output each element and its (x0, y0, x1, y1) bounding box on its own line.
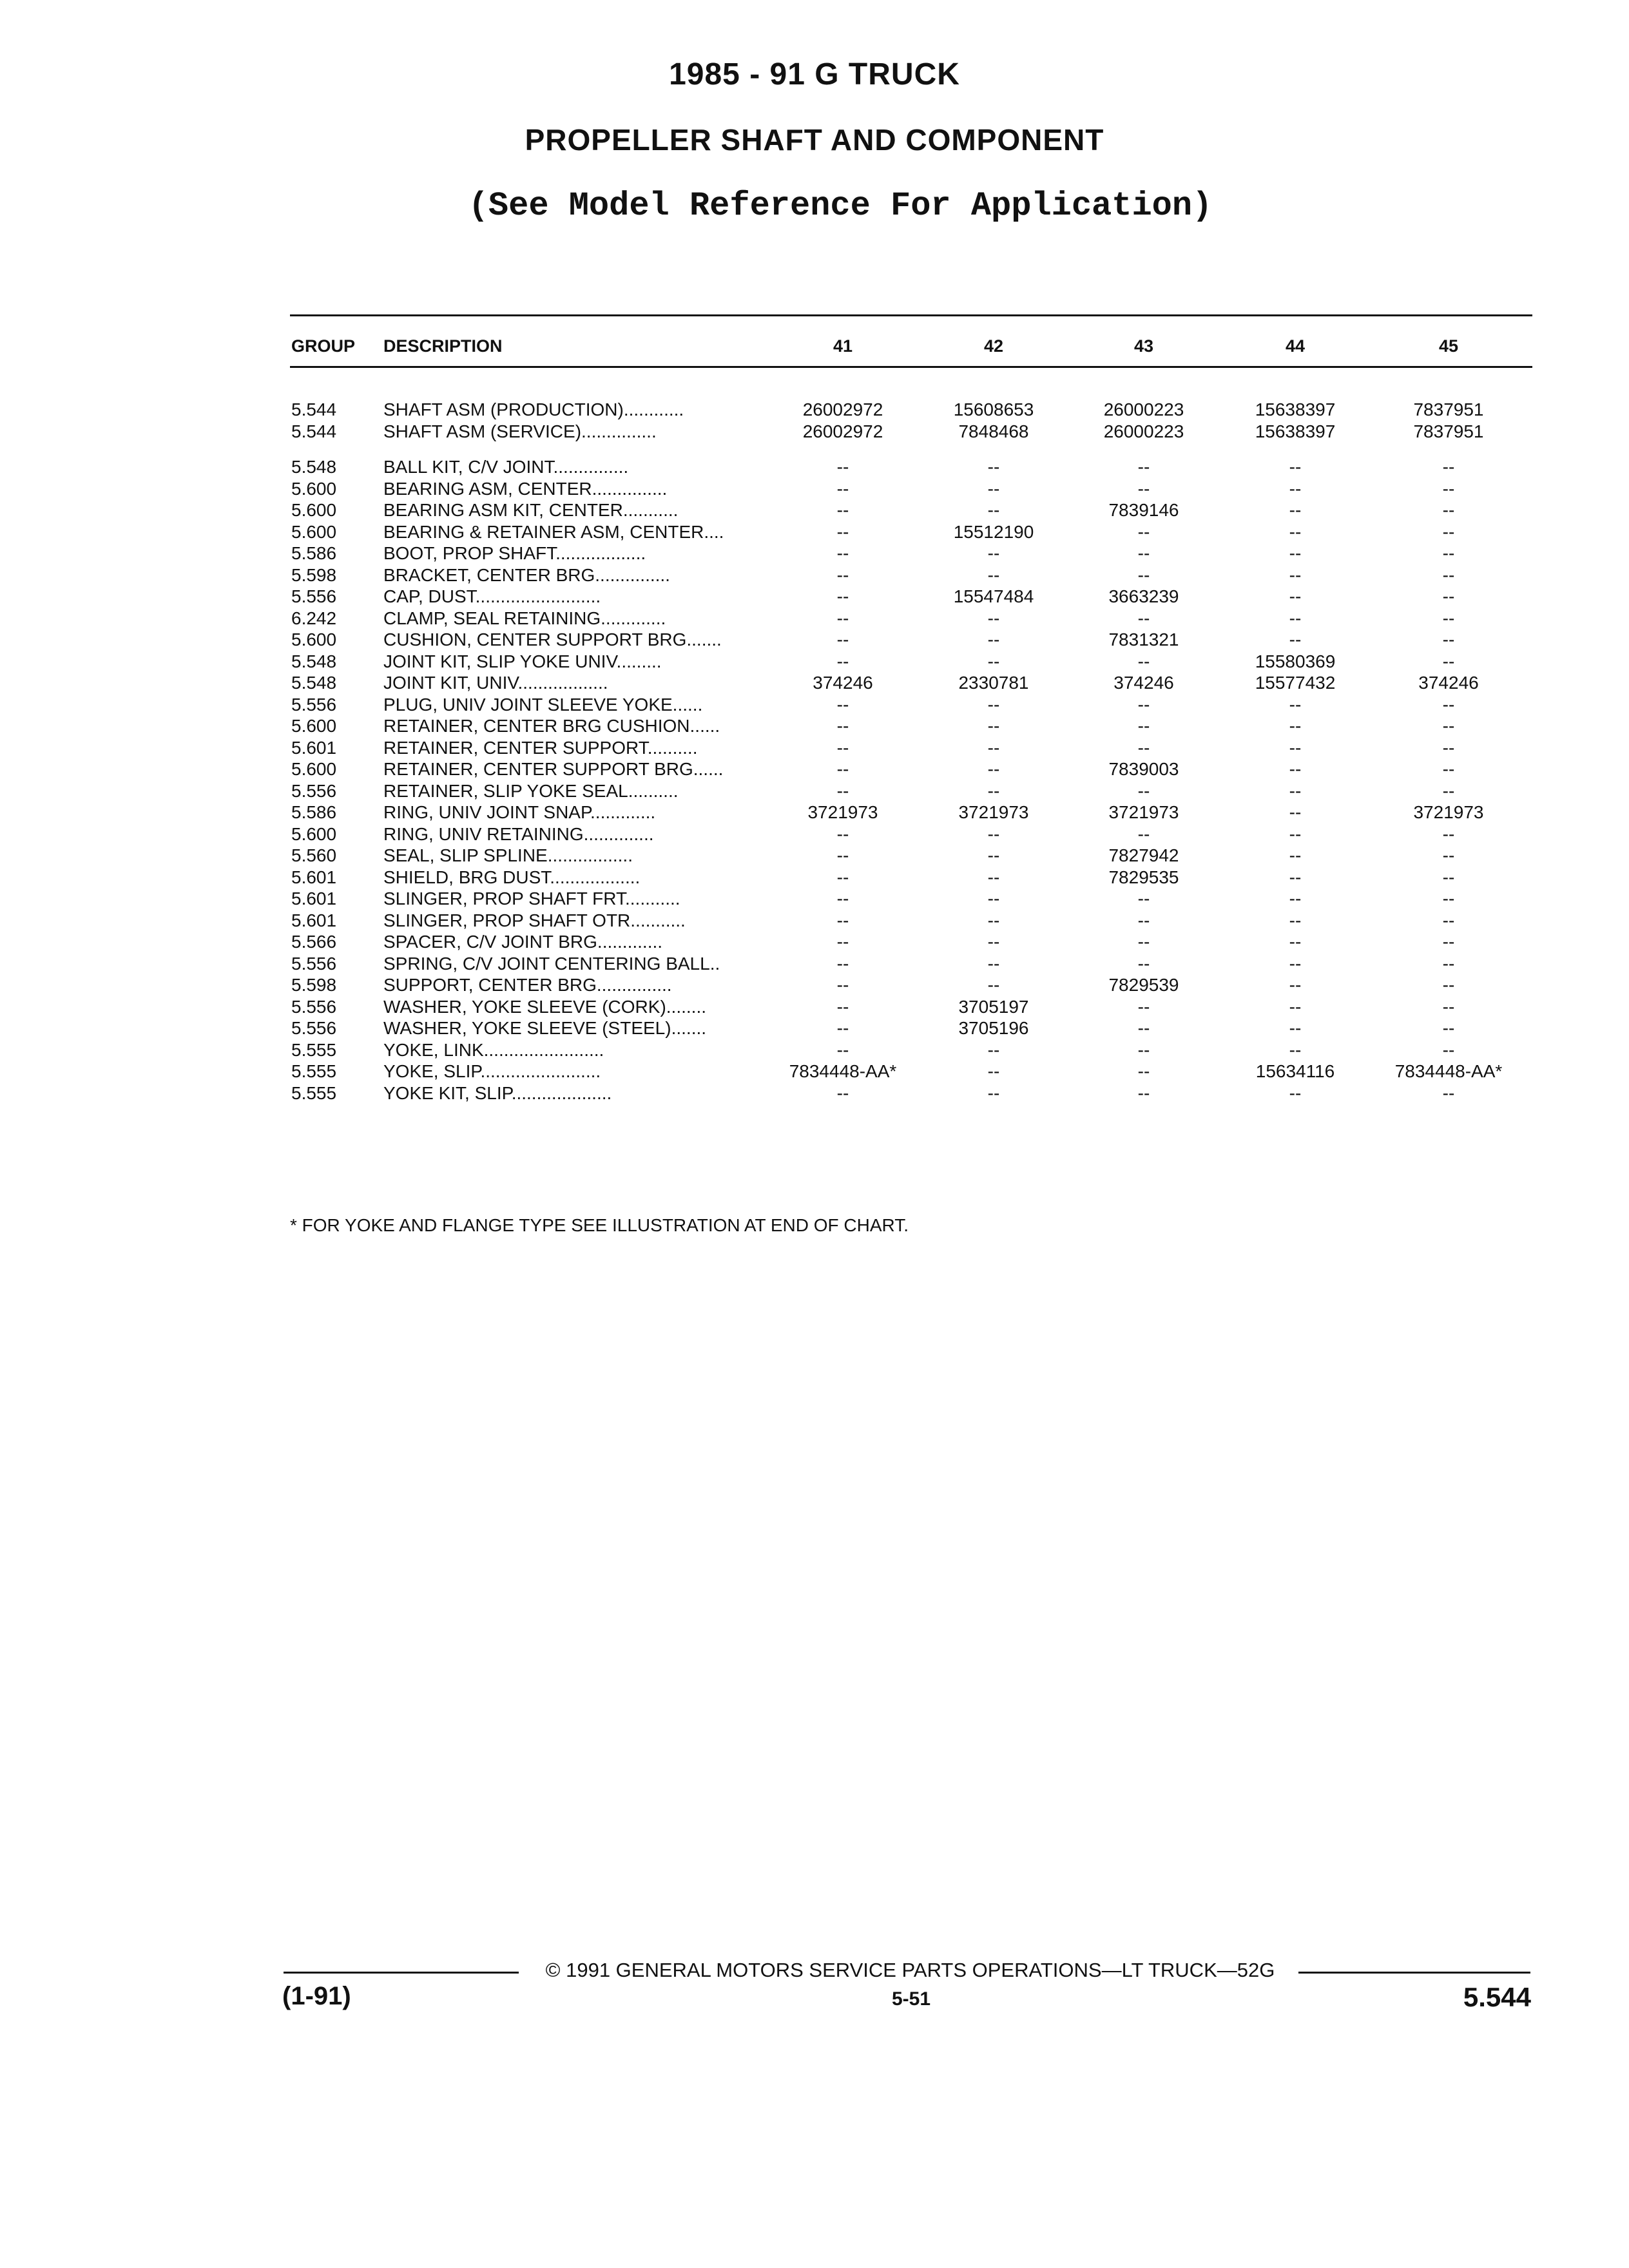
table-row (290, 543, 1532, 565)
table-row (290, 1083, 1532, 1105)
description-cell: RETAINER, CENTER BRG CUSHION...... (383, 716, 720, 736)
part-number-cell: -- (987, 608, 1000, 628)
part-number-cell: -- (1137, 1018, 1150, 1038)
section-number: 5.544 (1463, 1982, 1531, 2012)
part-number-cell: -- (1442, 975, 1455, 995)
table-row (290, 651, 1532, 673)
group-cell: 5.598 (291, 564, 337, 585)
table-row (290, 565, 1532, 587)
part-number-cell: -- (836, 823, 849, 844)
table-row (290, 586, 1532, 608)
table-row (290, 1061, 1532, 1083)
part-number-cell: -- (1442, 889, 1455, 908)
part-number-cell: -- (836, 932, 849, 952)
part-number-cell: -- (1442, 953, 1455, 974)
description-cell: CAP, DUST......................... (383, 586, 601, 606)
part-number-cell: -- (1137, 651, 1150, 671)
part-number-cell: -- (1289, 564, 1302, 585)
part-number-cell: -- (836, 521, 849, 542)
description-cell: BEARING & RETAINER ASM, CENTER.... (383, 521, 724, 542)
part-number-cell: -- (1289, 737, 1302, 758)
group-cell: 5.600 (291, 478, 337, 499)
part-number-cell: -- (1442, 521, 1455, 542)
part-number-cell: -- (1442, 823, 1455, 844)
table-row (290, 759, 1532, 781)
part-number-cell: 7829535 (1108, 867, 1179, 887)
header-col-41: 41 (833, 336, 853, 356)
part-number-cell: 3705196 (958, 1018, 1029, 1038)
part-number-cell: -- (1442, 780, 1455, 801)
part-number-cell: -- (1289, 845, 1302, 865)
group-cell: 5.544 (291, 421, 337, 441)
header-group: GROUP (291, 336, 356, 356)
part-number-cell: -- (836, 543, 849, 563)
part-number-cell: -- (1442, 1018, 1455, 1038)
part-number-cell: -- (987, 629, 1000, 649)
description-cell: SLINGER, PROP SHAFT OTR........... (383, 910, 686, 930)
table-row (290, 1040, 1532, 1062)
group-cell: 5.544 (291, 399, 337, 419)
part-number-cell: 3721973 (807, 802, 878, 822)
part-number-cell: -- (1137, 910, 1150, 930)
part-number-cell: 7848468 (958, 421, 1029, 441)
group-cell: 5.586 (291, 543, 337, 563)
table-row (290, 975, 1532, 997)
part-number-cell: 15512190 (953, 521, 1034, 542)
part-number-cell: -- (1442, 845, 1455, 865)
part-number-cell: -- (987, 564, 1000, 585)
table-row (290, 932, 1532, 954)
table-row (290, 673, 1532, 695)
part-number-cell: -- (836, 629, 849, 649)
part-number-cell: -- (836, 694, 849, 715)
group-cell: 5.556 (291, 953, 337, 974)
part-number-cell: 7829539 (1108, 975, 1179, 995)
part-number-cell: 374246 (813, 673, 873, 693)
part-number-cell: -- (1137, 1039, 1150, 1060)
table-row (290, 845, 1532, 867)
part-number-cell: -- (1442, 759, 1455, 779)
part-number-cell: 7837951 (1413, 399, 1484, 419)
part-number-cell: -- (1442, 867, 1455, 887)
table-row (290, 399, 1532, 421)
group-cell: 5.556 (291, 694, 337, 715)
part-number-cell: -- (1442, 996, 1455, 1017)
part-number-cell: 7839146 (1108, 500, 1179, 520)
part-number-cell: -- (1289, 910, 1302, 930)
part-number-cell: -- (1289, 759, 1302, 779)
copyright-notice: © 1991 GENERAL MOTORS SERVICE PARTS OPERATIONS—LT TRUCK—52G (545, 1959, 1275, 1981)
part-number-cell: 26000223 (1103, 421, 1184, 441)
part-number-cell: -- (1137, 716, 1150, 736)
header-col-43: 43 (1133, 336, 1154, 356)
header-col-44: 44 (1285, 336, 1306, 356)
group-cell: 5.601 (291, 737, 337, 758)
part-number-cell: -- (987, 543, 1000, 563)
part-number-cell: -- (987, 1082, 1000, 1103)
part-number-cell: -- (1442, 564, 1455, 585)
group-cell: 5.556 (291, 996, 337, 1017)
revision-date: (1-91) (282, 1982, 351, 2010)
part-number-cell: -- (987, 780, 1000, 801)
part-number-cell: -- (987, 694, 1000, 715)
group-cell: 5.600 (291, 759, 337, 779)
part-number-cell: -- (1442, 1039, 1455, 1060)
part-number-cell: -- (1442, 910, 1455, 930)
parts-table (290, 399, 1532, 1104)
footer-rule-right (1298, 1972, 1530, 1974)
part-number-cell: -- (1137, 780, 1150, 801)
part-number-cell: -- (1289, 867, 1302, 887)
part-number-cell: -- (1137, 521, 1150, 542)
part-number-cell: 7837951 (1413, 421, 1484, 441)
part-number-cell: -- (987, 889, 1000, 908)
application-note: (See Model Reference For Application) (468, 187, 1213, 225)
description-cell: YOKE, SLIP........................ (383, 1061, 601, 1081)
part-number-cell: 15580369 (1255, 651, 1336, 671)
part-number-cell: -- (987, 457, 1000, 477)
header-description: DESCRIPTION (383, 336, 503, 356)
group-cell: 5.555 (291, 1082, 337, 1103)
part-number-cell: -- (1289, 932, 1302, 952)
table-row (290, 997, 1532, 1019)
part-number-cell: -- (1137, 694, 1150, 715)
part-number-cell: -- (1289, 802, 1302, 822)
part-number-cell: -- (836, 1082, 849, 1103)
group-cell: 5.548 (291, 457, 337, 477)
part-number-cell: 374246 (1418, 673, 1479, 693)
table-row (290, 802, 1532, 824)
part-number-cell: -- (1442, 543, 1455, 563)
description-cell: JOINT KIT, UNIV.................. (383, 673, 608, 693)
part-number-cell: -- (1137, 1082, 1150, 1103)
part-number-cell: -- (1442, 1082, 1455, 1103)
description-cell: RETAINER, CENTER SUPPORT BRG...... (383, 759, 724, 779)
part-number-cell: 26002972 (802, 399, 883, 419)
part-number-cell: -- (836, 478, 849, 499)
part-number-cell: 3721973 (1108, 802, 1179, 822)
table-row (290, 421, 1532, 443)
part-number-cell: 15638397 (1255, 421, 1336, 441)
part-number-cell: -- (1137, 478, 1150, 499)
group-cell: 5.600 (291, 500, 337, 520)
page-number: 5-51 (891, 1988, 931, 2010)
table-row (290, 738, 1532, 760)
part-number-cell: -- (1289, 823, 1302, 844)
table-row (290, 716, 1532, 738)
description-cell: YOKE, LINK........................ (383, 1039, 604, 1060)
part-number-cell: -- (836, 759, 849, 779)
part-number-cell: -- (1442, 629, 1455, 649)
description-cell: BEARING ASM, CENTER............... (383, 478, 668, 499)
table-row (290, 954, 1532, 975)
part-number-cell: -- (1137, 953, 1150, 974)
description-cell: BRACKET, CENTER BRG............... (383, 564, 670, 585)
part-number-cell: -- (1289, 1039, 1302, 1060)
group-cell: 5.560 (291, 845, 337, 865)
part-number-cell: -- (836, 953, 849, 974)
part-number-cell: -- (1137, 457, 1150, 477)
description-cell: SPACER, C/V JOINT BRG............. (383, 932, 663, 952)
part-number-cell: -- (1442, 694, 1455, 715)
part-number-cell: -- (1137, 823, 1150, 844)
part-number-cell: 26002972 (802, 421, 883, 441)
description-cell: CUSHION, CENTER SUPPORT BRG....... (383, 629, 722, 649)
part-number-cell: -- (987, 867, 1000, 887)
part-number-cell: -- (1289, 953, 1302, 974)
group-cell: 5.548 (291, 651, 337, 671)
part-number-cell: -- (836, 867, 849, 887)
group-cell: 5.598 (291, 975, 337, 995)
description-cell: WASHER, YOKE SLEEVE (CORK)........ (383, 996, 707, 1017)
description-cell: BALL KIT, C/V JOINT............... (383, 457, 629, 477)
part-number-cell: -- (836, 564, 849, 585)
part-number-cell: -- (1289, 543, 1302, 563)
part-number-cell: 26000223 (1103, 399, 1184, 419)
part-number-cell: -- (1137, 543, 1150, 563)
part-number-cell: -- (1289, 586, 1302, 606)
description-cell: CLAMP, SEAL RETAINING............. (383, 608, 666, 628)
part-number-cell: -- (836, 500, 849, 520)
part-number-cell: -- (1289, 716, 1302, 736)
page-subtitle: PROPELLER SHAFT AND COMPONENT (525, 123, 1104, 157)
part-number-cell: -- (1442, 457, 1455, 477)
part-number-cell: 15608653 (953, 399, 1034, 419)
group-cell: 5.556 (291, 1018, 337, 1038)
table-row (290, 608, 1532, 630)
part-number-cell: 15634116 (1255, 1061, 1335, 1081)
description-cell: SHIELD, BRG DUST.................. (383, 867, 641, 887)
part-number-cell: -- (1442, 478, 1455, 499)
part-number-cell: -- (836, 889, 849, 908)
part-number-cell: -- (1289, 889, 1302, 908)
part-number-cell: 15547484 (953, 586, 1034, 606)
part-number-cell: -- (1442, 586, 1455, 606)
description-cell: RETAINER, CENTER SUPPORT.......... (383, 737, 698, 758)
part-number-cell: -- (1289, 996, 1302, 1017)
part-number-cell: -- (987, 910, 1000, 930)
part-number-cell: -- (1289, 521, 1302, 542)
table-row (290, 824, 1532, 846)
group-cell: 5.556 (291, 586, 337, 606)
part-number-cell: -- (987, 500, 1000, 520)
part-number-cell: 7827942 (1108, 845, 1179, 865)
part-number-cell: -- (836, 845, 849, 865)
description-cell: YOKE KIT, SLIP.................... (383, 1082, 612, 1103)
description-cell: BEARING ASM KIT, CENTER........... (383, 500, 679, 520)
part-number-cell: -- (836, 716, 849, 736)
part-number-cell: -- (836, 1039, 849, 1060)
description-cell: BOOT, PROP SHAFT.................. (383, 543, 646, 563)
group-cell: 5.600 (291, 521, 337, 542)
page-title: 1985 - 91 G TRUCK (669, 57, 960, 91)
description-cell: RETAINER, SLIP YOKE SEAL.......... (383, 780, 679, 801)
part-number-cell: -- (987, 478, 1000, 499)
part-number-cell: -- (987, 975, 1000, 995)
group-cell: 5.600 (291, 716, 337, 736)
table-row (290, 479, 1532, 501)
table-row (290, 1018, 1532, 1040)
description-cell: RING, UNIV JOINT SNAP............. (383, 802, 656, 822)
part-number-cell: -- (1289, 975, 1302, 995)
part-number-cell: -- (1442, 500, 1455, 520)
part-number-cell: 2330781 (958, 673, 1029, 693)
part-number-cell: -- (1442, 716, 1455, 736)
part-number-cell: -- (836, 780, 849, 801)
part-number-cell: 374246 (1113, 673, 1174, 693)
table-row (290, 910, 1532, 932)
description-cell: SHAFT ASM (SERVICE)............... (383, 421, 657, 441)
part-number-cell: -- (1137, 564, 1150, 585)
part-number-cell: -- (1289, 457, 1302, 477)
part-number-cell: -- (1442, 651, 1455, 671)
table-row (290, 522, 1532, 544)
part-number-cell: -- (836, 608, 849, 628)
part-number-cell: -- (836, 586, 849, 606)
group-cell: 5.601 (291, 867, 337, 887)
table-row (290, 867, 1532, 889)
part-number-cell: -- (1289, 1082, 1302, 1103)
part-number-cell: -- (836, 651, 849, 671)
part-number-cell: -- (1137, 737, 1150, 758)
part-number-cell: -- (836, 975, 849, 995)
description-cell: PLUG, UNIV JOINT SLEEVE YOKE...... (383, 694, 703, 715)
part-number-cell: -- (987, 1061, 1000, 1081)
part-number-cell: -- (1289, 478, 1302, 499)
part-number-cell: 3663239 (1108, 586, 1179, 606)
part-number-cell: -- (1289, 500, 1302, 520)
table-row (290, 781, 1532, 803)
part-number-cell: -- (1289, 608, 1302, 628)
description-cell: SLINGER, PROP SHAFT FRT........... (383, 889, 680, 908)
part-number-cell: 7831321 (1108, 629, 1179, 649)
part-number-cell: 7834448-AA* (1394, 1061, 1503, 1081)
part-number-cell: -- (1289, 780, 1302, 801)
part-number-cell: -- (1137, 608, 1150, 628)
part-number-cell: -- (987, 823, 1000, 844)
part-number-cell: -- (1137, 889, 1150, 908)
part-number-cell: 7834448-AA* (789, 1061, 897, 1081)
table-header-rule (290, 366, 1532, 368)
group-cell: 5.555 (291, 1061, 337, 1081)
part-number-cell: -- (836, 996, 849, 1017)
group-cell: 6.242 (291, 608, 337, 628)
part-number-cell: -- (836, 910, 849, 930)
part-number-cell: 3721973 (958, 802, 1029, 822)
group-cell: 5.555 (291, 1039, 337, 1060)
part-number-cell: 3721973 (1413, 802, 1484, 822)
part-number-cell: -- (987, 737, 1000, 758)
group-cell: 5.548 (291, 673, 337, 693)
part-number-cell: -- (836, 737, 849, 758)
header-col-42: 42 (983, 336, 1004, 356)
group-cell: 5.600 (291, 629, 337, 649)
part-number-cell: -- (1442, 737, 1455, 758)
description-cell: SPRING, C/V JOINT CENTERING BALL.. (383, 953, 720, 974)
part-number-cell: 7839003 (1108, 759, 1179, 779)
description-cell: RING, UNIV RETAINING.............. (383, 823, 654, 844)
footnote: * FOR YOKE AND FLANGE TYPE SEE ILLUSTRATION AT END OF CHART. (290, 1215, 909, 1235)
description-cell: WASHER, YOKE SLEEVE (STEEL)....... (383, 1018, 707, 1038)
part-number-cell: -- (1289, 629, 1302, 649)
group-cell: 5.600 (291, 823, 337, 844)
part-number-cell: -- (1137, 1061, 1150, 1081)
table-row (290, 695, 1532, 716)
part-number-cell: -- (1442, 932, 1455, 952)
part-number-cell: -- (1137, 932, 1150, 952)
group-cell: 5.601 (291, 889, 337, 908)
part-number-cell: -- (987, 716, 1000, 736)
part-number-cell: -- (836, 1018, 849, 1038)
part-number-cell: 15577432 (1255, 673, 1336, 693)
part-number-cell: -- (987, 953, 1000, 974)
part-number-cell: -- (836, 457, 849, 477)
description-cell: JOINT KIT, SLIP YOKE UNIV......... (383, 651, 662, 671)
description-cell: SHAFT ASM (PRODUCTION)............ (383, 399, 684, 419)
part-number-cell: -- (987, 651, 1000, 671)
table-row (290, 457, 1532, 479)
part-number-cell: -- (987, 759, 1000, 779)
table-top-rule (290, 314, 1532, 316)
group-cell: 5.566 (291, 932, 337, 952)
description-cell: SEAL, SLIP SPLINE................. (383, 845, 633, 865)
part-number-cell: 15638397 (1255, 399, 1336, 419)
header-col-45: 45 (1438, 336, 1459, 356)
part-number-cell: -- (987, 932, 1000, 952)
group-cell: 5.556 (291, 780, 337, 801)
part-number-cell: -- (1289, 1018, 1302, 1038)
table-row (290, 889, 1532, 910)
part-number-cell: -- (987, 1039, 1000, 1060)
part-number-cell: -- (1442, 608, 1455, 628)
group-cell: 5.586 (291, 802, 337, 822)
table-row (290, 629, 1532, 651)
part-number-cell: -- (1137, 996, 1150, 1017)
footer-rule-left (284, 1972, 519, 1974)
part-number-cell: 3705197 (958, 996, 1029, 1017)
description-cell: SUPPORT, CENTER BRG............... (383, 975, 672, 995)
part-number-cell: -- (1289, 694, 1302, 715)
group-cell: 5.601 (291, 910, 337, 930)
table-row (290, 500, 1532, 522)
part-number-cell: -- (987, 845, 1000, 865)
